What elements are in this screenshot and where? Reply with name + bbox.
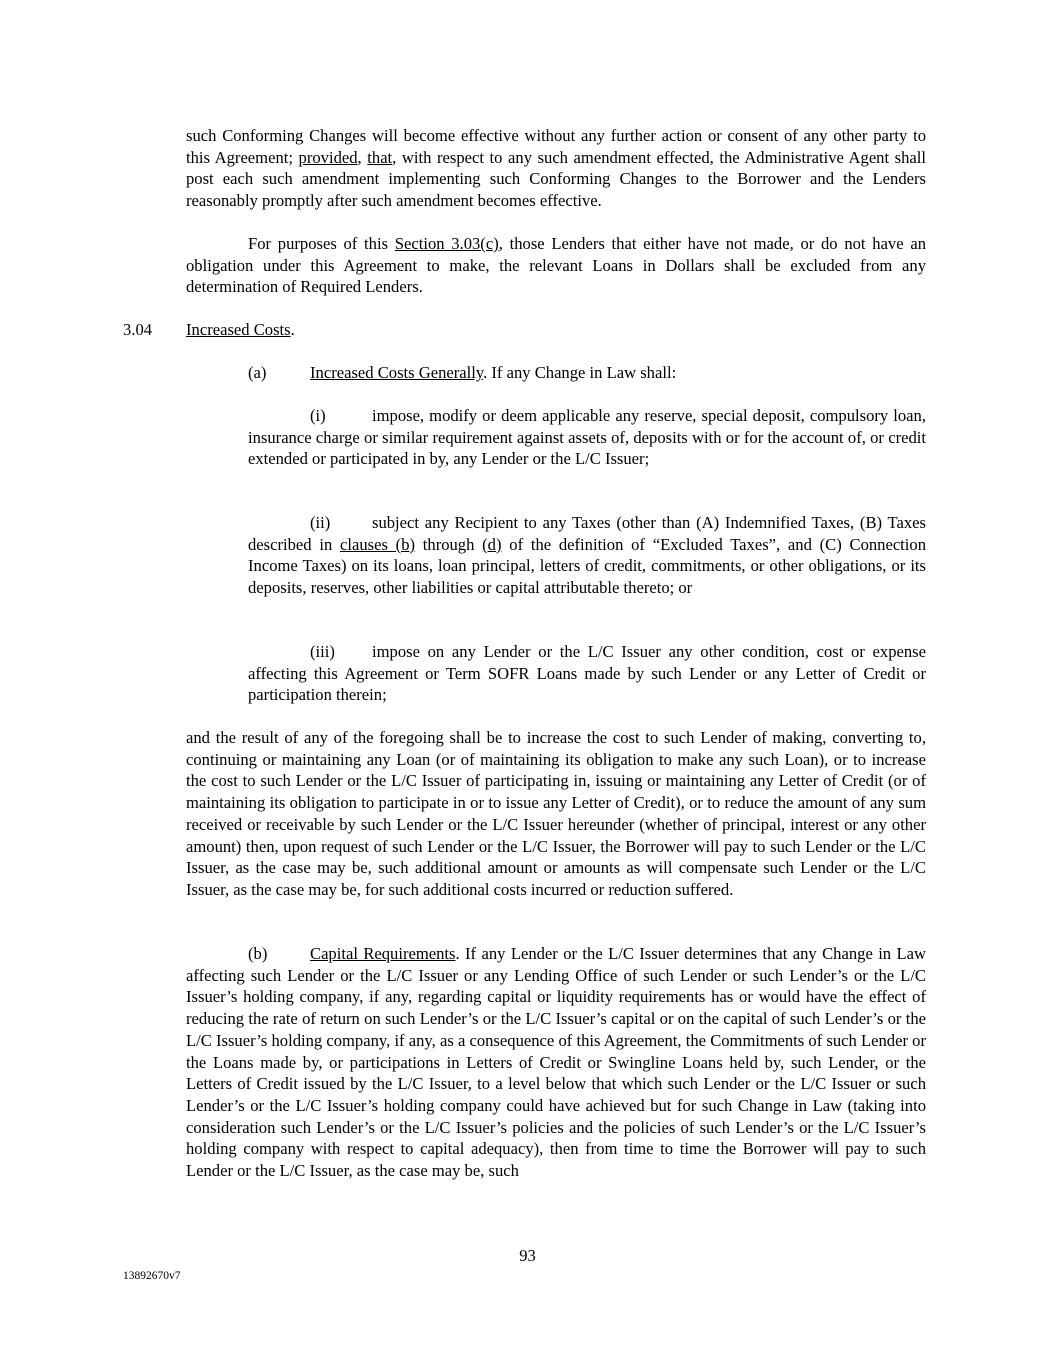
text-segment: subject any Recipient to any Taxes (other than (A) Indemnified Taxes, (B) Taxes described in [248,513,926,554]
section-number: 3.04 [123,320,153,339]
text-segment: of the definition of “Excluded Taxes”, and (C) Connection Income Taxes) on its loans, loan principal, letters of credit, commitments, or other obligations, or its deposits, reserves, other liabilities or capital attributable thereto; or [248,534,926,598]
that-term: that [367,147,393,167]
item-i-text: impose, modify or deem applicable any reserve, special deposit, compulsory loan, insurance charge or similar requirement against assets of, deposits with or for the account of, or credit extended or participated in by, any Lender or the L/C Issuer; [248,406,926,469]
item-iii-text: impose on any Lender or the L/C Issuer any other condition, cost or expense affecting this Agreement or Term SOFR Loans made by such Lender or any Letter of Credit or participation therein; [248,642,926,705]
section-title: Increased Costs [186,320,291,339]
paragraph-conforming-changes [186,125,926,212]
item-iii-label: (iii) [310,642,335,661]
text-segment: , those Lenders that either have not made, or do not have an obligation under this Agreement to make, the relevant Loans in Dollars shall be excluded from any determination of Required Lenders. [186,234,926,297]
clause-a-text: . If any Change in Law shall: [483,363,677,382]
clause-a-heading [310,362,676,384]
section-title-period: . [290,320,295,339]
text-segment: through [415,534,483,554]
document-id: 13892670v7 [123,1270,181,1282]
clause-a-title: Increased Costs Generally [310,363,484,382]
text-segment: . If any Lender or the L/C Issuer determines that any Change in Law affecting such Lender or the L/C Issuer or any Lending Office of such Lender or such Lender’s or the L/C Issuer’s holding company, if any, regarding capital or liquidity requirements has or would have the effect of reducing the rate of return on such Lender’s or the L/C Issuer’s capital or on the capital of such Lender’s or the L/C Issuer’s holding company, if any, as a consequence of this Agreement, the Commitments of such Lender or the Loans made by, or participations in Letters of Credit or Swingline Loans held by, such Lender, or the Letters of Credit issued by the L/C Issuer, to a level below that which such Lender or the L/C Issuer or such Lender’s or the L/C Issuer’s holding company could have achieved but for such Change in Law (taking into consideration such Lender’s or the L/C Issuer’s policies and the policies of such Lender’s or the L/C Issuer’s holding company with respect to capital adequacy), then from time to time the Borrower will pay to such Lender or the L/C Issuer, as the case may be, such [186,944,926,1181]
clause-b-title: Capital Requirements [310,944,456,963]
text-segment: , [357,147,368,167]
paragraph-result: and the result of any of the foregoing shall be to increase the cost to such Lender of making, converting to, continuing or maintaining any Loan (or of maintaining its obligation to make any such Loan), or to increase the cost to such Lender or the L/C Issuer of participating in, issuing or maintaining any Letter of Credit (or of maintaining its obligation to participate in or to issue any Letter of Credit), or to reduce the amount of any sum received or receivable by such Lender or the L/C Issuer hereunder (whether of principal, interest or any other amount) then, upon request of such Lender or the L/C Issuer, the Borrower will pay to such Lender or the L/C Issuer, as the case may be, such additional amount or amounts as will compensate such Lender or the L/C Issuer, as the case may be, for such additional costs incurred or reduction suffered. [186,728,926,899]
text-segment: For purposes of this [248,234,395,253]
item-ii-text [248,512,926,599]
clauses-b-reference: clauses (b) [340,534,416,554]
clause-d-reference: (d) [482,534,502,554]
paragraph-required-lenders [186,233,926,298]
item-i-label: (i) [310,406,326,425]
section-heading [186,319,295,341]
text-segment: such Conforming Changes will become effective without any further action or consent of any other party to this Agreement; [186,126,926,167]
section-reference: Section 3.03(c) [394,234,499,253]
text-segment: , with respect to any such amendment effected, the Administrative Agent shall post each such amendment implementing such Conforming Changes to the Borrower and the Lenders reasonably promptly after such amendment becomes effective. [186,147,927,211]
clause-b-text [186,943,926,1182]
page-number: 93 [519,1246,536,1265]
provided-term: provided [298,147,358,167]
clause-b-label: (b) [248,944,268,963]
item-ii-label: (ii) [310,513,331,532]
clause-a-label: (a) [248,363,267,382]
